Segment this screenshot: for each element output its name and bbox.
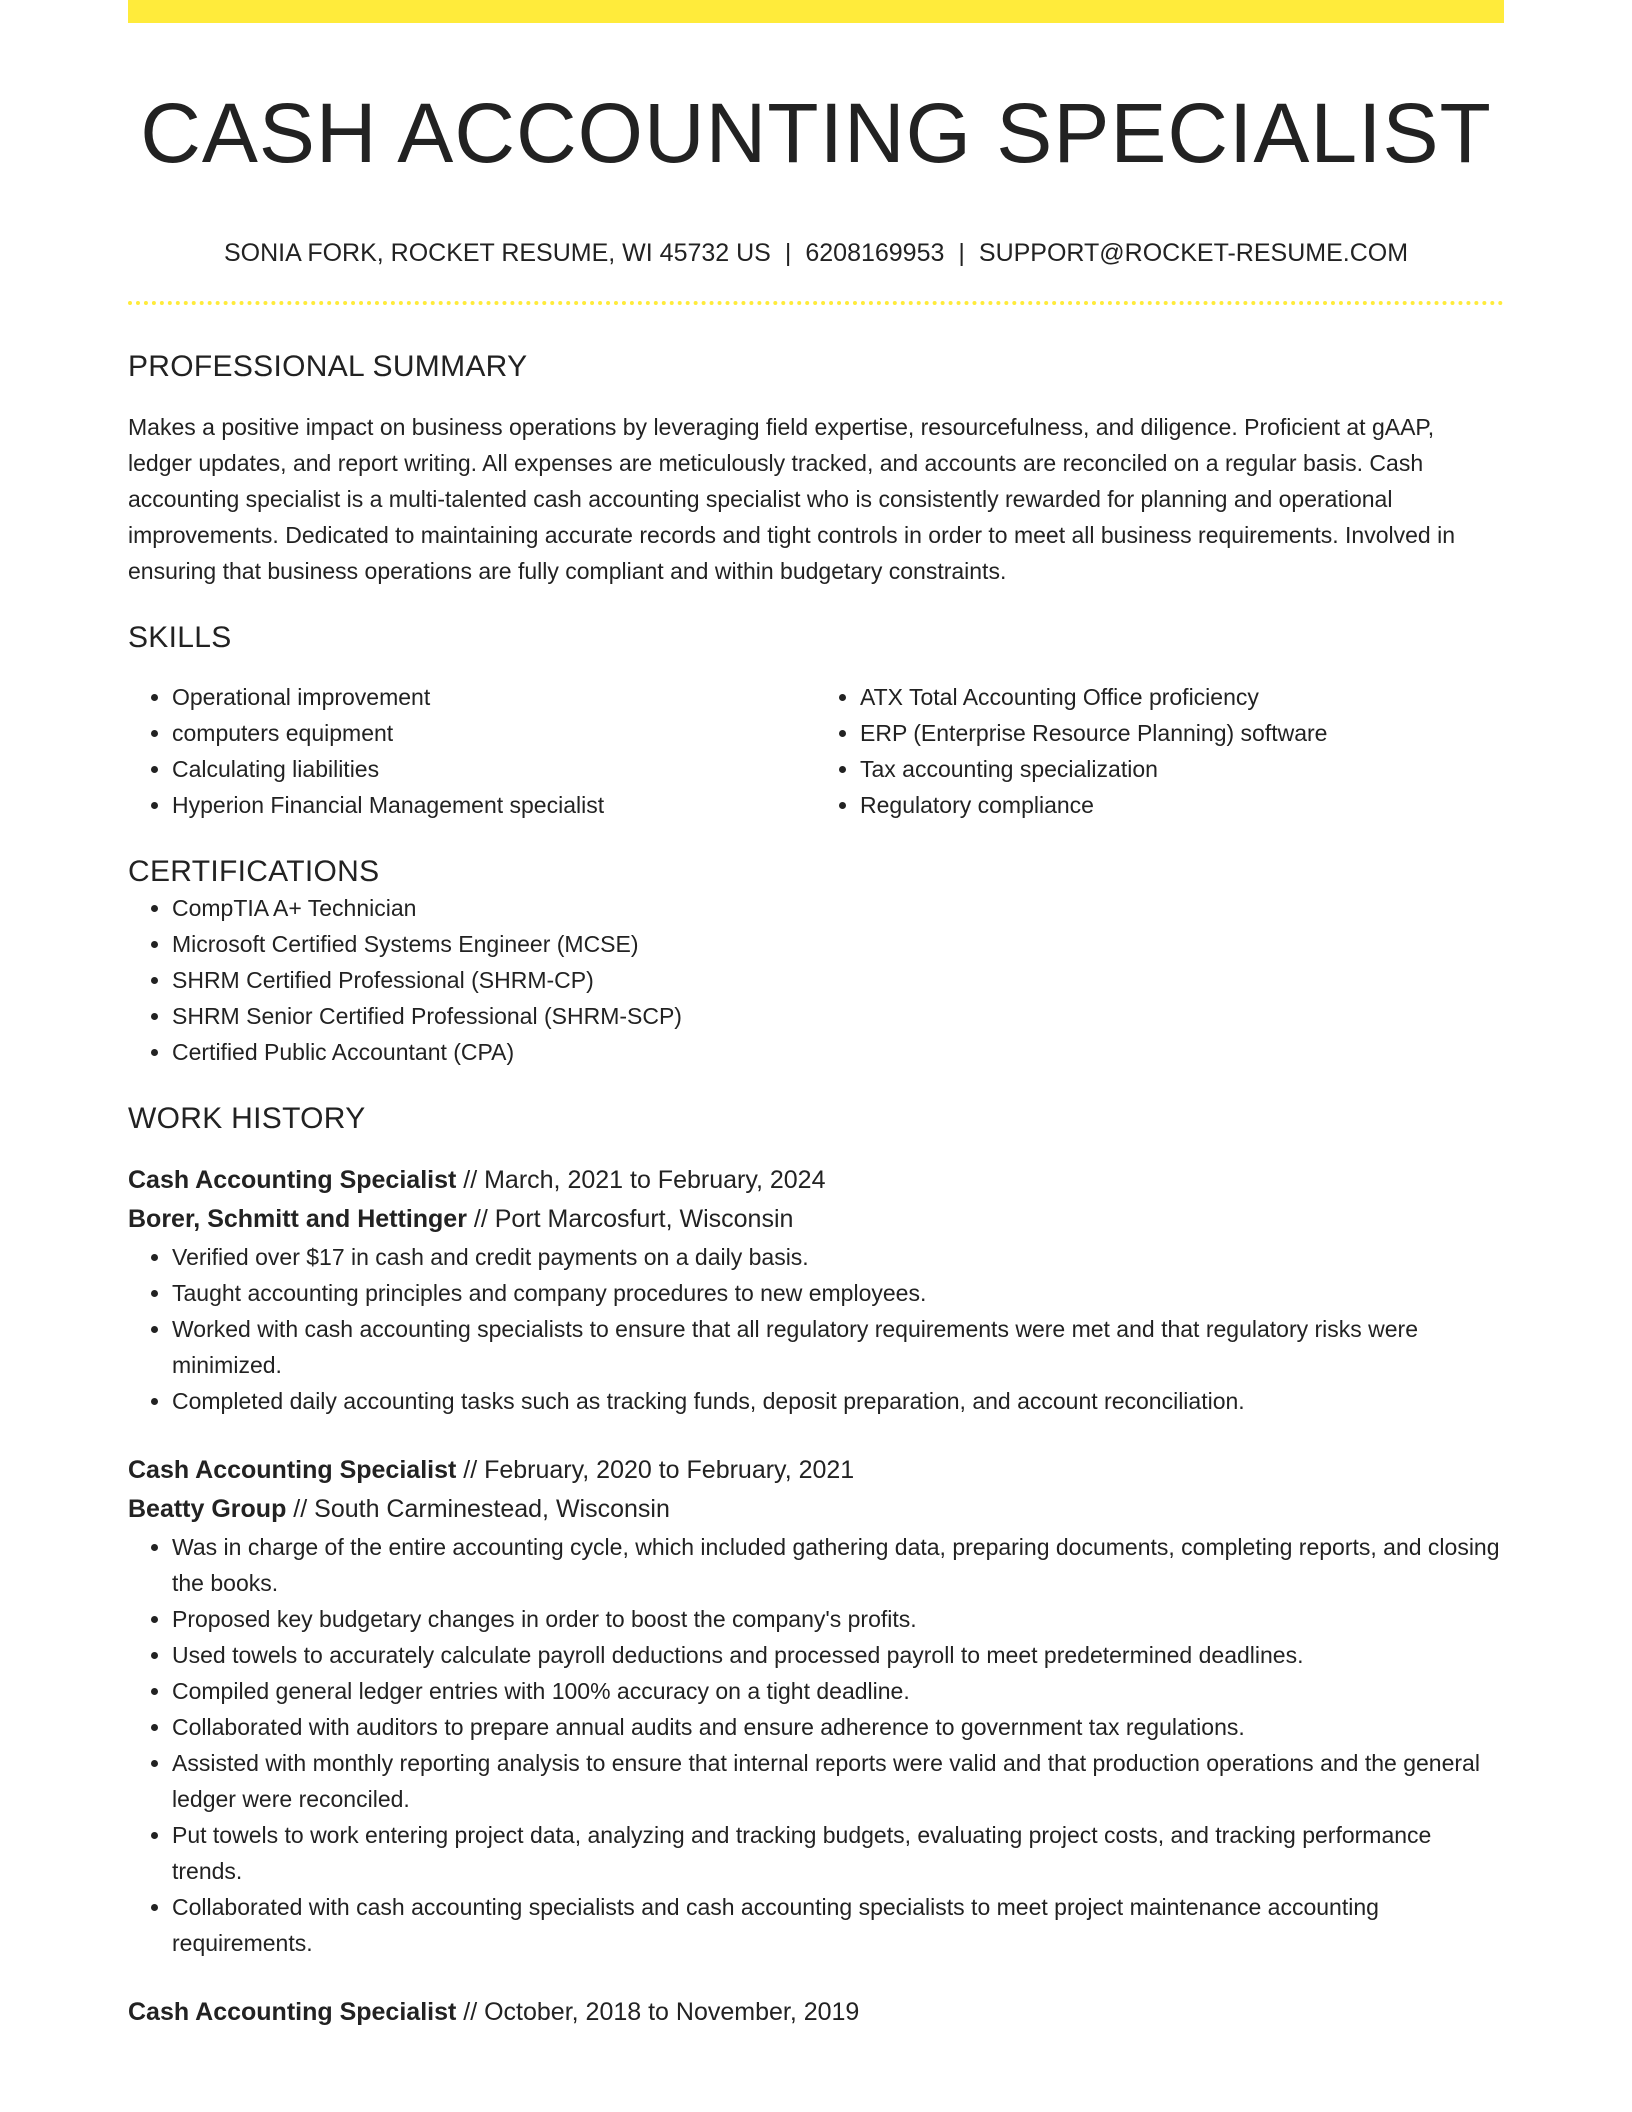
job-title-line — [128, 1451, 1504, 1490]
job-location: // Port Marcosfurt, Wisconsin — [466, 1204, 794, 1233]
job-bullet: • Collaborated with auditors to prepare annual audits and ensure adherence to government tax regulations. — [172, 1709, 1504, 1745]
certification-item: • SHRM Certified Professional (SHRM-CP) — [172, 962, 1504, 998]
certification-item: • SHRM Senior Certified Professional (SHRM-SCP) — [172, 998, 1504, 1034]
job-bullet: • Used towels to accurately calculate payroll deductions and processed payroll to meet predetermined deadlines. — [172, 1637, 1504, 1673]
contact-separator: | — [958, 238, 965, 267]
job-bullet: • Completed daily accounting tasks such as tracking funds, deposit preparation, and account reconciliation. — [172, 1383, 1504, 1419]
skills-list-left — [128, 679, 816, 823]
contact-separator: | — [784, 238, 792, 267]
skills-columns — [128, 679, 1504, 823]
summary-heading: PROFESSIONAL SUMMARY — [128, 349, 528, 383]
job-entry — [128, 1993, 1504, 2032]
contact-address: SONIA FORK, ROCKET RESUME, WI 45732 US — [223, 238, 771, 267]
job-role: Cash Accounting Specialist — [128, 1997, 457, 2026]
skill-item: • Hyperion Financial Management specialist — [172, 787, 816, 823]
job-dates: // October, 2018 to November, 2019 — [456, 1997, 860, 2026]
job-title-line — [128, 1993, 1504, 2032]
job-company-line — [128, 1490, 1504, 1529]
skill-item: • ATX Total Accounting Office proficiency — [860, 679, 1504, 715]
job-bullet: • Collaborated with cash accounting specialists and cash accounting specialists to meet project maintenance accounting requirements. — [172, 1889, 1504, 1961]
job-bullet: • Put towels to work entering project data, analyzing and tracking budgets, evaluating project costs, and tracking performance trends. — [172, 1817, 1504, 1889]
certification-item: • CompTIA A+ Technician — [172, 890, 1504, 926]
job-dates: // March, 2021 to February, 2024 — [456, 1165, 826, 1194]
job-company: Borer, Schmitt and Hettinger — [128, 1204, 467, 1233]
resume-page — [128, 0, 1504, 2032]
dotted-divider — [128, 301, 1504, 305]
certifications-heading: CERTIFICATIONS — [128, 854, 380, 888]
job-entry — [128, 1161, 1504, 1419]
job-bullet: • Assisted with monthly reporting analysis to ensure that internal reports were valid and that production operations and the general ledger were reconciled. — [172, 1745, 1504, 1817]
job-company-line — [128, 1200, 1504, 1239]
job-bullet: • Taught accounting principles and company procedures to new employees. — [172, 1275, 1504, 1311]
contact-line — [128, 238, 1504, 268]
skill-item: • computers equipment — [172, 715, 816, 751]
skill-item: • Tax accounting specialization — [860, 751, 1504, 787]
summary-text: Makes a positive impact on business operations by leveraging field expertise, resourcefulness, and diligence. Proficient at gAAP, ledger updates, and report writing. All expenses are meticulously tracked, and accounts are reconciled on a regular basis. Cash accounting specialist is a multi-talented cash accounting specialist who is consistently rewarded for planning and operational improvements. Dedicated to maintaining accurate records and tight controls in order to meet all business requirements. Involved in ensuring that business operations are fully compliant and within budgetary constraints. — [128, 413, 1456, 584]
contact-phone: 6208169953 — [805, 238, 945, 267]
job-dates: // February, 2020 to February, 2021 — [456, 1455, 855, 1484]
job-bullets — [128, 1239, 1504, 1419]
accent-top-bar — [128, 0, 1504, 23]
job-location: // South Carminestead, Wisconsin — [286, 1494, 670, 1523]
skill-item: • Operational improvement — [172, 679, 816, 715]
skill-item: • Regulatory compliance — [860, 787, 1504, 823]
certifications-list — [128, 890, 1504, 1070]
job-title-line — [128, 1161, 1504, 1200]
skills-heading: SKILLS — [128, 620, 232, 654]
job-company: Beatty Group — [128, 1494, 287, 1523]
skill-item: • Calculating liabilities — [172, 751, 816, 787]
resume-title: CASH ACCOUNTING SPECIALIST — [140, 86, 1492, 180]
job-bullet: • Compiled general ledger entries with 100% accuracy on a tight deadline. — [172, 1673, 1504, 1709]
job-bullet: • Proposed key budgetary changes in order to boost the company's profits. — [172, 1601, 1504, 1637]
certification-item: • Microsoft Certified Systems Engineer (MCSE) — [172, 926, 1504, 962]
skills-list-right — [816, 679, 1504, 823]
job-role: Cash Accounting Specialist — [128, 1165, 457, 1194]
job-role: Cash Accounting Specialist — [128, 1455, 457, 1484]
certification-item: • Certified Public Accountant (CPA) — [172, 1034, 1504, 1070]
contact-email[interactable]: SUPPORT@ROCKET-RESUME.COM — [978, 238, 1409, 267]
work-history-heading: WORK HISTORY — [128, 1101, 366, 1135]
job-bullet: • Was in charge of the entire accounting cycle, which included gathering data, preparing documents, completing reports, and closing the books. — [172, 1529, 1504, 1601]
job-entry — [128, 1451, 1504, 1961]
job-bullets — [128, 1529, 1504, 1961]
skill-item: • ERP (Enterprise Resource Planning) software — [860, 715, 1504, 751]
job-bullet: • Worked with cash accounting specialists to ensure that all regulatory requirements were met and that regulatory risks were minimized. — [172, 1311, 1504, 1383]
job-bullet: • Verified over $17 in cash and credit payments on a daily basis. — [172, 1239, 1504, 1275]
